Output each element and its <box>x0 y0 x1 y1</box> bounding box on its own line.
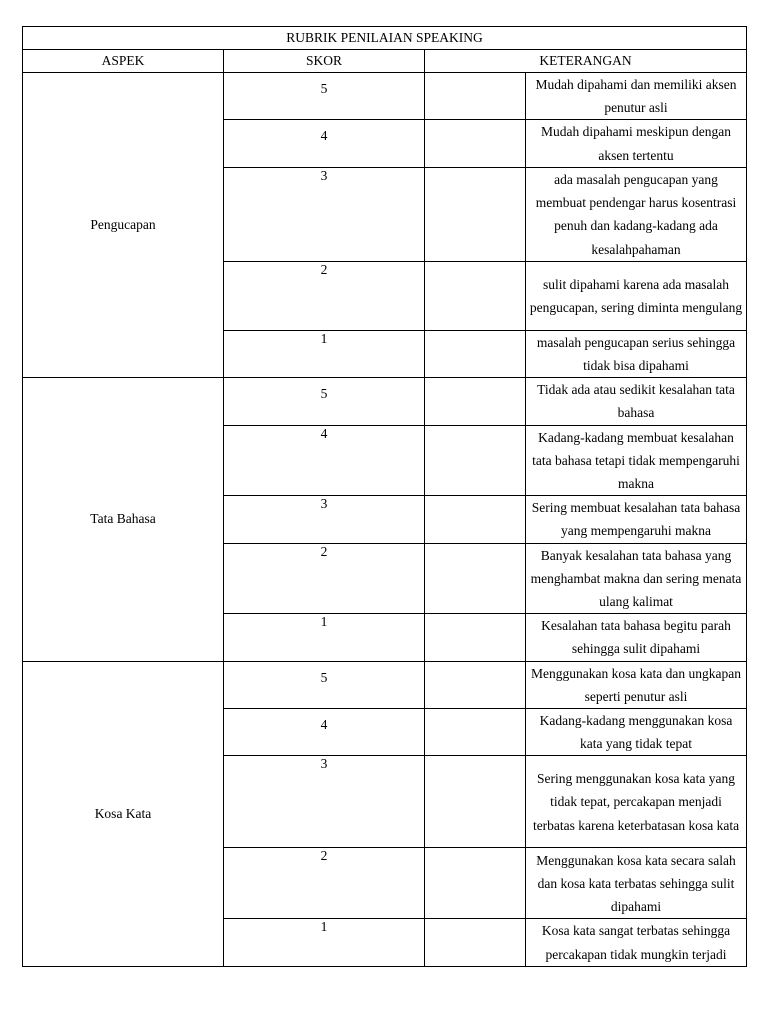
table-row <box>23 661 747 708</box>
rubric-table <box>22 26 747 967</box>
score-cell: 4 <box>224 425 425 496</box>
blank-cell <box>425 167 526 261</box>
title-row <box>23 27 747 50</box>
score-cell: 4 <box>224 709 425 756</box>
blank-cell <box>425 709 526 756</box>
score-cell: 5 <box>224 661 425 708</box>
score-cell: 2 <box>224 848 425 919</box>
blank-cell <box>425 543 526 614</box>
blank-cell <box>425 496 526 543</box>
score-cell: 5 <box>224 378 425 425</box>
score-cell: 2 <box>224 261 425 330</box>
score-cell: 3 <box>224 167 425 261</box>
description-cell: Kesalahan tata bahasa begitu parah sehingga sulit dipahami <box>526 614 747 661</box>
rubric-body <box>23 27 747 967</box>
blank-cell <box>425 120 526 167</box>
aspect-name: Tata Bahasa <box>23 378 224 661</box>
description-cell: Sering membuat kesalahan tata bahasa yang mempengaruhi makna <box>526 496 747 543</box>
description-cell: Banyak kesalahan tata bahasa yang menghambat makna dan sering menata ulang kalimat <box>526 543 747 614</box>
header-keterangan: KETERANGAN <box>425 50 747 73</box>
blank-cell <box>425 848 526 919</box>
header-skor: SKOR <box>224 50 425 73</box>
blank-cell <box>425 425 526 496</box>
score-cell: 1 <box>224 614 425 661</box>
score-cell: 3 <box>224 496 425 543</box>
blank-cell <box>425 378 526 425</box>
description-cell: Sering menggunakan kosa kata yang tidak tepat, percakapan menjadi terbatas karena keterbatasan kosa kata <box>526 756 747 848</box>
blank-cell <box>425 73 526 120</box>
aspect-name: Pengucapan <box>23 73 224 378</box>
description-cell: Kosa kata sangat terbatas sehingga percakapan tidak mungkin terjadi <box>526 919 747 966</box>
description-cell: Menggunakan kosa kata secara salah dan kosa kata terbatas sehingga sulit dipahami <box>526 848 747 919</box>
score-cell: 4 <box>224 120 425 167</box>
description-cell: Kadang-kadang menggunakan kosa kata yang tidak tepat <box>526 709 747 756</box>
score-cell: 1 <box>224 919 425 966</box>
header-row <box>23 50 747 73</box>
score-cell: 5 <box>224 73 425 120</box>
description-cell: masalah pengucapan serius sehingga tidak bisa dipahami <box>526 330 747 377</box>
description-cell: Mudah dipahami dan memiliki aksen penutur asli <box>526 73 747 120</box>
table-row <box>23 73 747 120</box>
table-title: RUBRIK PENILAIAN SPEAKING <box>23 27 747 50</box>
blank-cell <box>425 330 526 377</box>
score-cell: 3 <box>224 756 425 848</box>
table-row <box>23 378 747 425</box>
blank-cell <box>425 614 526 661</box>
score-cell: 2 <box>224 543 425 614</box>
description-cell: Kadang-kadang membuat kesalahan tata bahasa tetapi tidak mempengaruhi makna <box>526 425 747 496</box>
description-cell: sulit dipahami karena ada masalah pengucapan, sering diminta mengulang <box>526 261 747 330</box>
blank-cell <box>425 661 526 708</box>
blank-cell <box>425 756 526 848</box>
score-cell: 1 <box>224 330 425 377</box>
blank-cell <box>425 919 526 966</box>
description-cell: Tidak ada atau sedikit kesalahan tata bahasa <box>526 378 747 425</box>
description-cell: Menggunakan kosa kata dan ungkapan seperti penutur asli <box>526 661 747 708</box>
blank-cell <box>425 261 526 330</box>
description-cell: ada masalah pengucapan yang membuat pendengar harus kosentrasi penuh dan kadang-kadang ada kesalahpahaman <box>526 167 747 261</box>
header-aspek: ASPEK <box>23 50 224 73</box>
description-cell: Mudah dipahami meskipun dengan aksen tertentu <box>526 120 747 167</box>
aspect-name: Kosa Kata <box>23 661 224 966</box>
